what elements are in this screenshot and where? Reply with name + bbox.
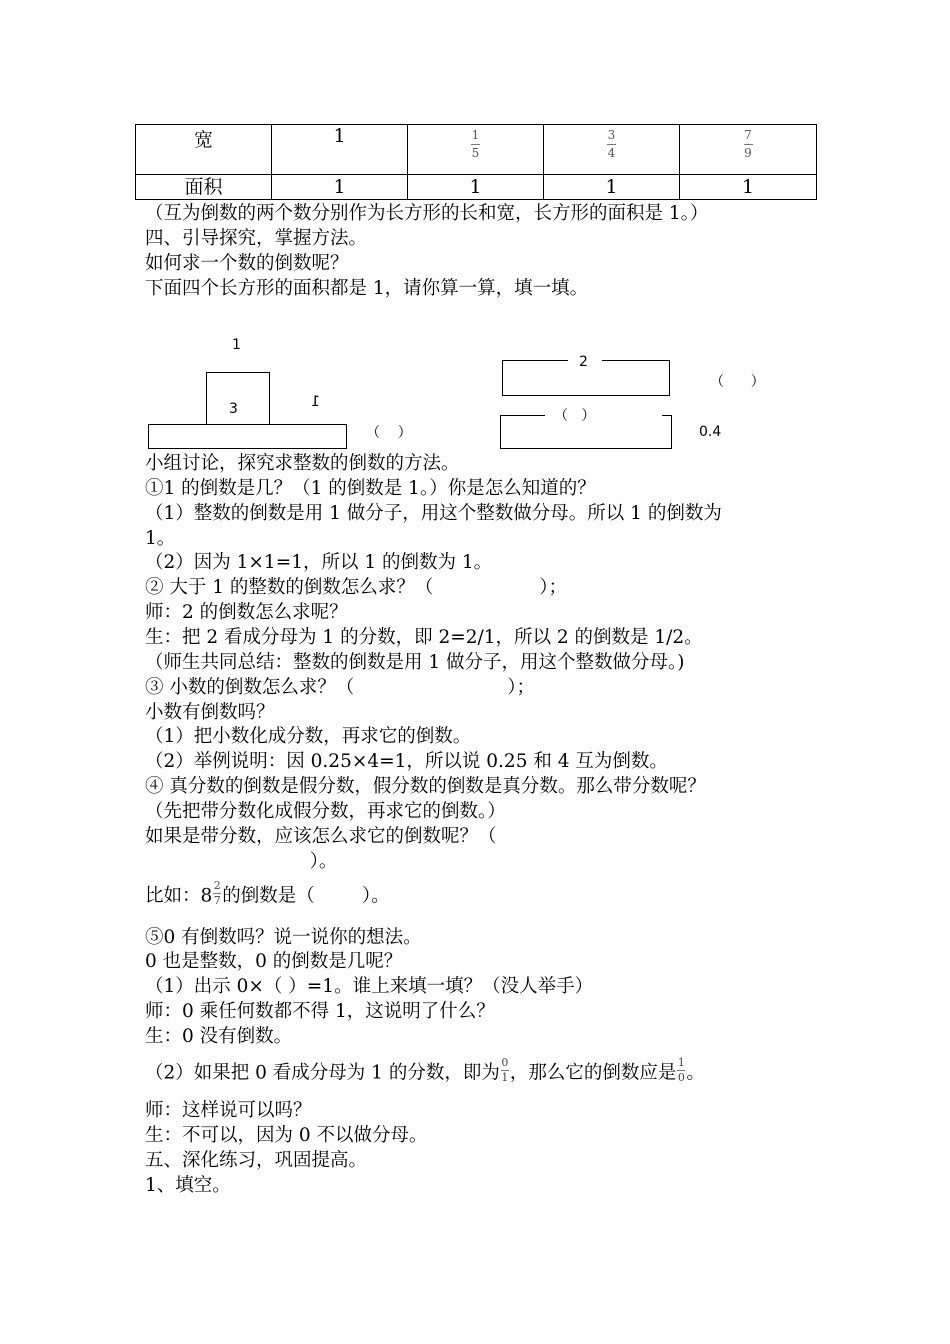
reciprocal-table [135, 124, 817, 200]
text-line: 师：0 乘任何数都不得 1，这说明了什么？ [145, 1001, 495, 1022]
text-line: （互为倒数的两个数分别作为长方形的长和宽，长方形的面积是 1。） [145, 203, 709, 224]
text-line: （1）出示 0×（ ）=1。谁上来填一填？（没人举手） [145, 976, 594, 997]
section-heading: 五、深化练习，巩固提高。 [145, 1150, 368, 1171]
answer-blank: （ ） [554, 408, 596, 424]
text-line: 生：不可以，因为 0 不以做分母。 [145, 1125, 428, 1146]
text-line: ）。 [145, 851, 338, 872]
figure-label: 3 [229, 401, 238, 417]
table-cell: 1 [408, 175, 544, 200]
table-cell [680, 125, 817, 175]
table-cell [544, 125, 680, 175]
text-line: 比如：8 $\frac{2}{7}$ 的倒数是（ ）。 [145, 879, 390, 907]
rectangle-top-edge-right [602, 360, 670, 361]
text-line: 1、填空。 [145, 1175, 231, 1196]
figure-label: 2 [579, 354, 588, 370]
fraction: $\frac{2}{7}$ [213, 879, 221, 907]
answer-blank: （ ） [710, 374, 765, 390]
rectangle-small [206, 372, 270, 424]
text-line: ①1 的倒数是几？（1 的倒数是 1。）你是怎么知道的？ [145, 478, 596, 499]
answer-blank: （ ） [366, 425, 412, 441]
text-line: 如何求一个数的倒数呢？ [145, 253, 349, 274]
table-cell: 1 [680, 175, 817, 200]
table-row-width [136, 125, 817, 175]
text-line: 小数有倒数吗？ [145, 702, 275, 723]
text-line: 下面四个长方形的面积都是 1，请你算一算，填一填。 [145, 278, 589, 299]
section-heading: 四、引导探究，掌握方法。 [145, 228, 368, 249]
fraction: $\frac{3}{4}$ [607, 128, 616, 160]
text-line: 生：把 2 看成分母为 1 的分数，即 2=2/1，所以 2 的倒数是 1/2。 [145, 627, 703, 648]
fraction: $\frac{1}{5}$ [471, 128, 480, 160]
fraction: $\frac{1}{0}$ [677, 1056, 685, 1084]
table-row-area [136, 175, 817, 200]
text-line: 师：2 的倒数怎么求呢？ [145, 602, 348, 623]
text-line: （2）因为 1×1=1，所以 1 的倒数为 1。 [145, 552, 493, 573]
text-line: （先把带分数化成假分数，再求它的倒数。） [145, 801, 506, 822]
text-line: （师生共同总结：整数的倒数是用 1 做分子，用这个整数做分母。) [145, 652, 685, 673]
table-header-width: 宽 [136, 125, 272, 175]
table-cell: 1 [544, 175, 680, 200]
rectangle-bottom-edge-left [500, 415, 545, 416]
fraction: $\frac{7}{9}$ [744, 128, 752, 160]
table-cell: 1 [272, 125, 408, 175]
text-line: （2）举例说明：因 0.25×4=1，所以说 0.25 和 4 互为倒数。 [145, 751, 668, 772]
text-line: 生：0 没有倒数。 [145, 1026, 293, 1047]
text-line: （2）如果把 0 看成分母为 1 的分数，即为 $\frac{0}{1}$ ，那么它的倒数应是 $\frac{1}{0}$ 。 [145, 1056, 705, 1084]
table-cell: 1 [272, 175, 408, 200]
figure-label: 0.4 [699, 424, 722, 440]
text-line: （1）整数的倒数是用 1 做分子，用这个整数做分母。所以 1 的倒数为 [145, 503, 722, 524]
text-line: ② 大于 1 的整数的倒数怎么求？（ ）； [145, 577, 568, 598]
table-header-area: 面积 [136, 175, 272, 200]
fraction: $\frac{0}{1}$ [501, 1056, 509, 1084]
rectangle-top-edge-left [502, 360, 568, 361]
text-line: ④ 真分数的倒数是假分数，假分数的倒数是真分数。那么带分数呢？ [145, 776, 706, 797]
text-line: 小组讨论，探究求整数的倒数的方法。 [145, 453, 460, 474]
text-line: （1）把小数化成分数，再求它的倒数。 [145, 726, 472, 747]
table-cell [408, 125, 544, 175]
text-line: ⑤0 有倒数吗？说一说你的想法。 [145, 927, 422, 948]
figure-label: 1 [311, 394, 320, 410]
text-line: 0 也是整数，0 的倒数是几呢？ [145, 951, 403, 972]
rectangle-wide [148, 424, 347, 449]
text-line: 师：这样说可以吗？ [145, 1100, 312, 1121]
text-line: 如果是带分数，应该怎么求它的倒数呢？（ [145, 826, 497, 847]
text-line: 1。 [145, 528, 176, 549]
figure-label: 1 [232, 337, 241, 353]
text-line: ③ 小数的倒数怎么求？（ ）； [145, 677, 536, 698]
rectangle-bottom-edge-right [662, 415, 672, 416]
